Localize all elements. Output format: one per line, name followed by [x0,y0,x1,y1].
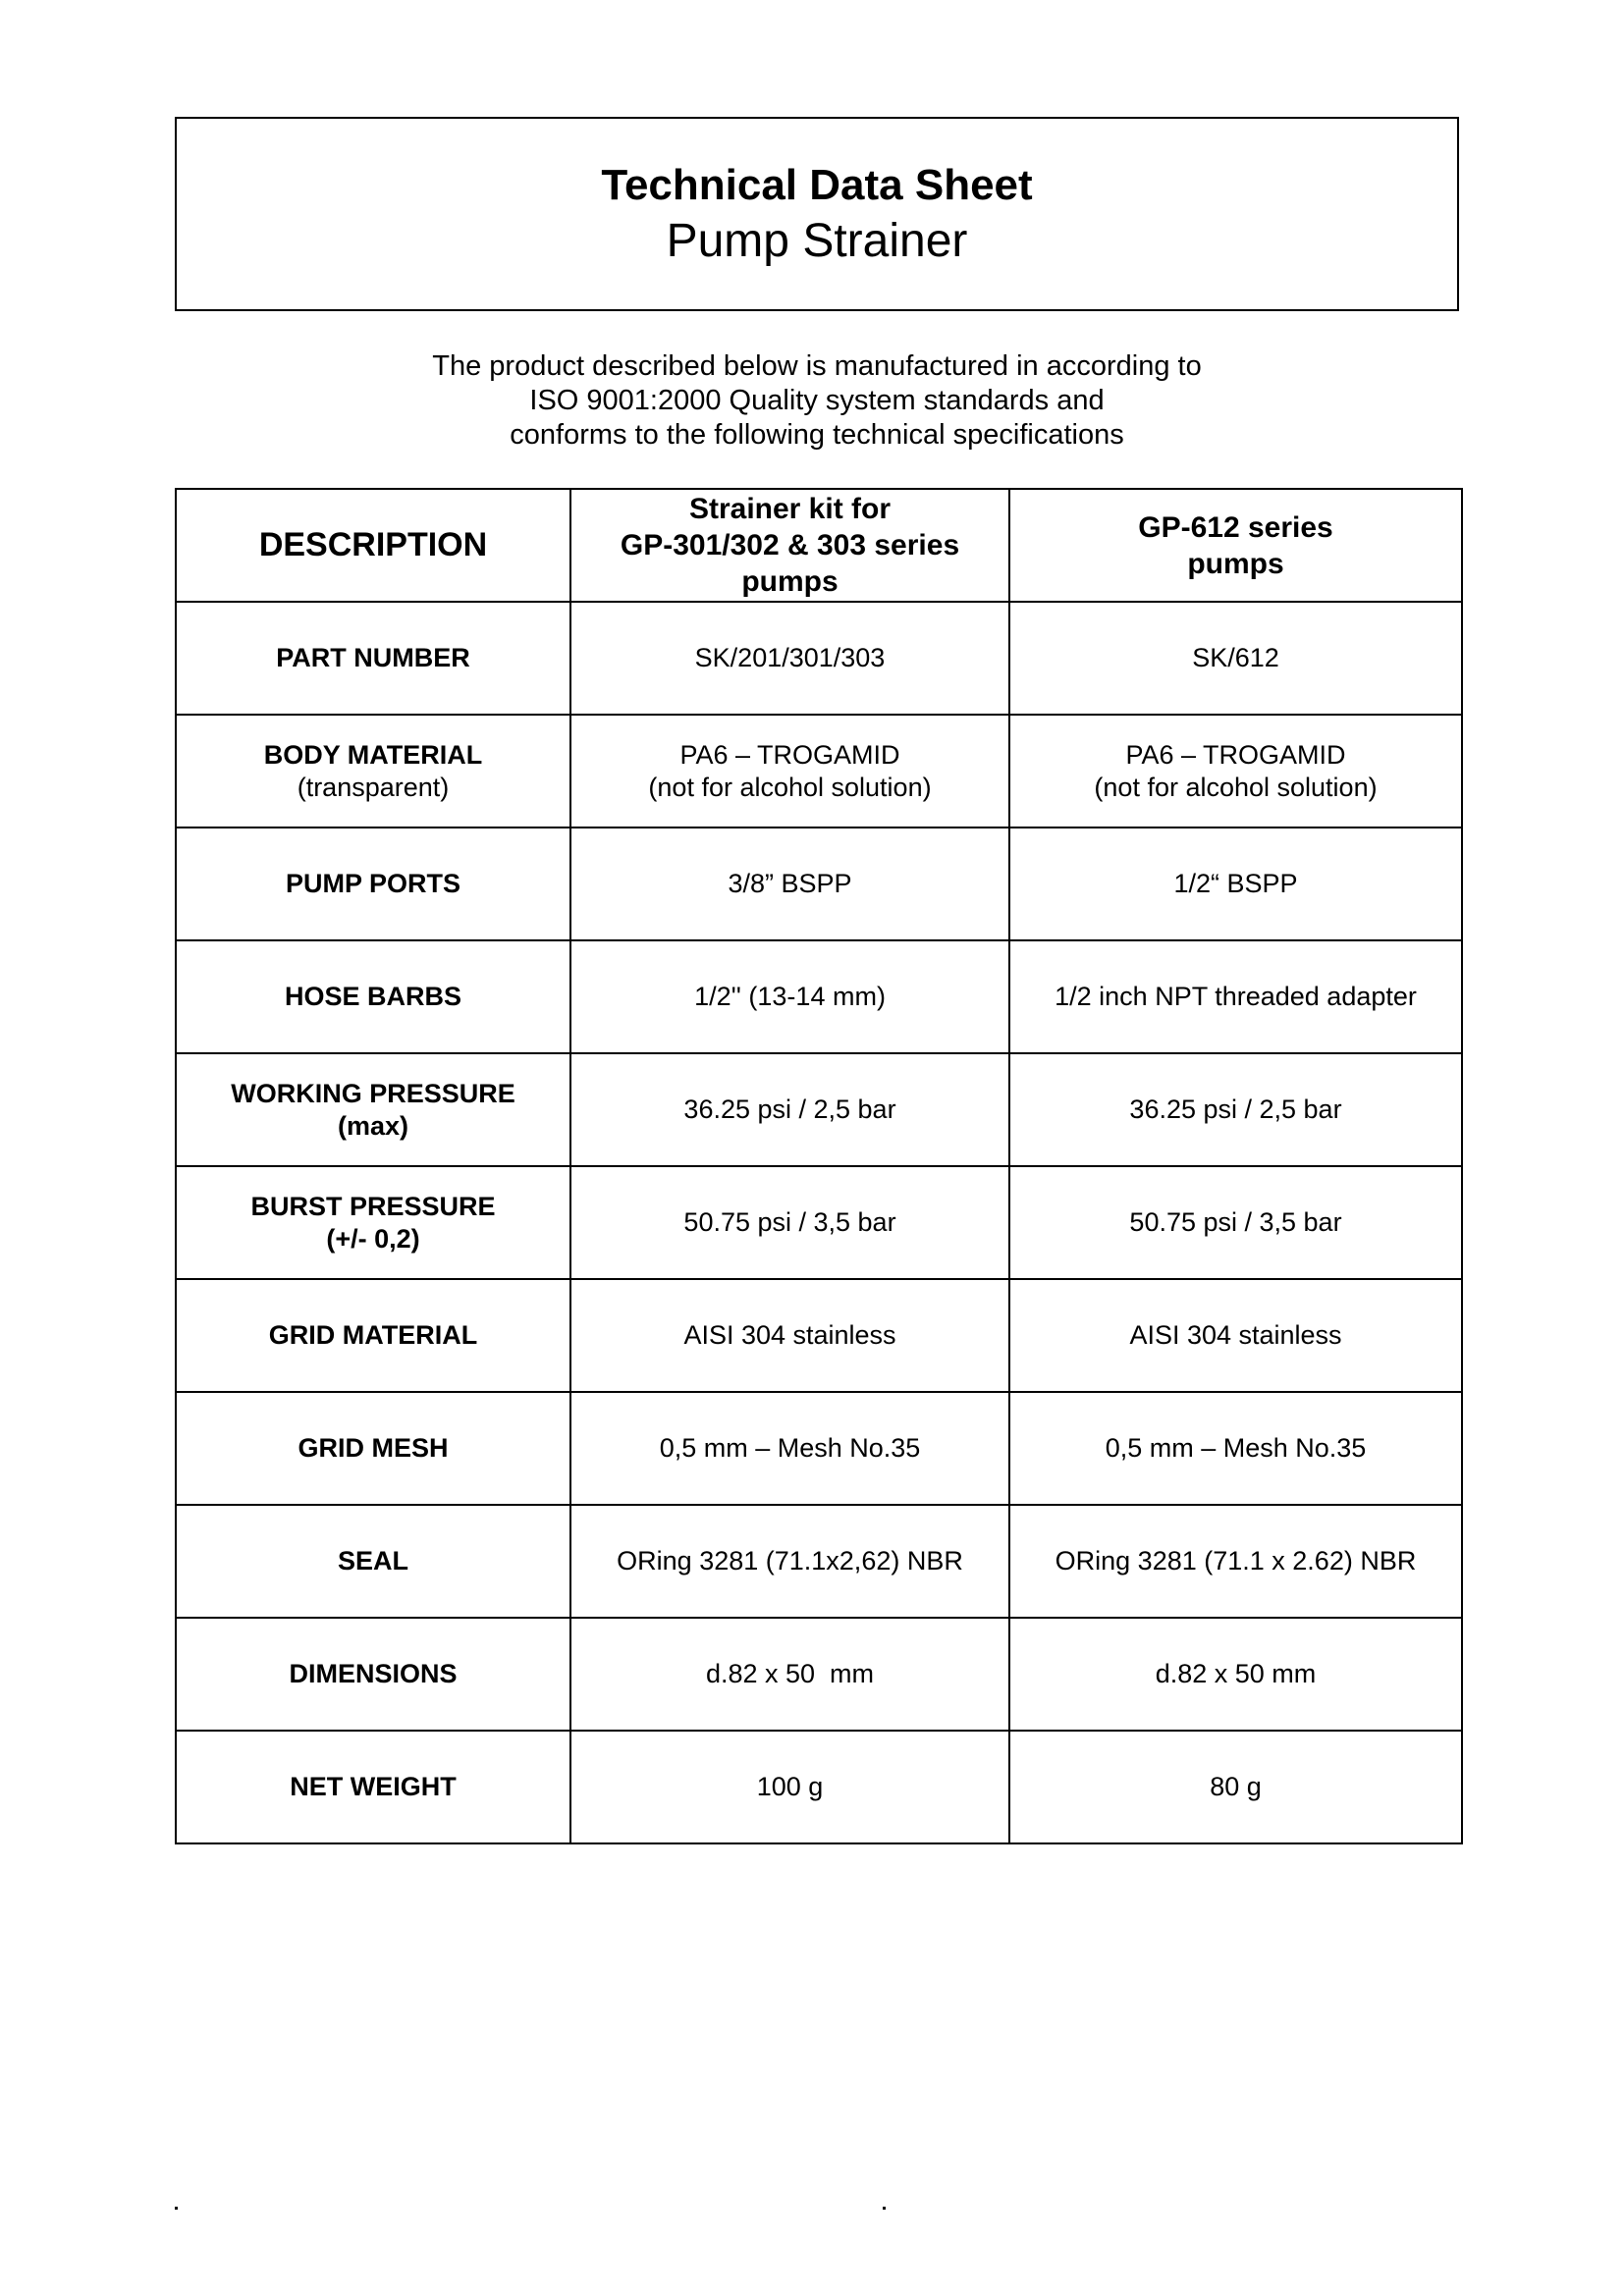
value-text: 50.75 psi / 3,5 bar [683,1207,896,1237]
intro-line: ISO 9001:2000 Quality system standards and [529,385,1105,416]
value-text: AISI 304 stainless [1129,1320,1342,1350]
value-text: d.82 x 50 mm [705,1659,875,1688]
value-text: 50.75 psi / 3,5 bar [1129,1207,1342,1237]
label-text: PART NUMBER [276,643,470,672]
row-label [176,602,570,715]
cell-value [570,1279,1009,1392]
table-row [176,1505,1462,1618]
table-header-row [176,489,1462,602]
header-line: Strainer kit for [688,493,892,525]
intro-line: The product described below is manufactured in according to [432,350,1202,382]
cell-value [1009,1392,1462,1505]
cell-value [1009,1731,1462,1843]
value-text: 0,5 mm – Mesh No.35 [659,1433,921,1463]
header-line: GP-301/302 & 303 series [620,529,960,561]
label-text: DIMENSIONS [289,1659,458,1688]
value-text: SK/612 [1192,643,1279,672]
label-text: NET WEIGHT [290,1772,457,1801]
table-row [176,940,1462,1053]
value-text: (not for alcohol solution) [648,772,932,802]
value-text: 0,5 mm – Mesh No.35 [1105,1433,1367,1463]
label-text: WORKING PRESSURE [231,1078,515,1108]
table-row [176,828,1462,940]
table-row [176,602,1462,715]
cell-value [570,828,1009,940]
label-note: (+/- 0,2) [326,1223,420,1254]
intro-text [175,349,1459,453]
cell-value [1009,1505,1462,1618]
row-label [176,828,570,940]
header-col-gp612 [1009,489,1462,602]
row-label [176,715,570,828]
row-label [176,1618,570,1731]
row-label [176,1166,570,1279]
table-row [176,1618,1462,1731]
label-text: GRID MESH [298,1433,449,1463]
cell-value [570,1053,1009,1166]
value-text: 80 g [1210,1772,1262,1801]
value-text: PA6 – TROGAMID [679,739,900,770]
table-row [176,1166,1462,1279]
label-text: BURST PRESSURE [250,1191,496,1221]
cell-value [1009,940,1462,1053]
value-text: 3/8” BSPP [728,869,852,898]
table-row [176,1053,1462,1166]
label-note: (transparent) [297,772,450,802]
value-text: 100 g [756,1772,824,1801]
table-row [176,1279,1462,1392]
cell-value [1009,715,1462,828]
table-row [176,715,1462,828]
label-note: (max) [337,1110,409,1141]
header-line: pumps [741,565,839,598]
label-text: SEAL [337,1546,408,1575]
cell-value [570,940,1009,1053]
value-text: PA6 – TROGAMID [1125,739,1346,770]
row-label [176,1731,570,1843]
row-label [176,940,570,1053]
document-title: Technical Data Sheet [601,161,1033,209]
header-line: pumps [1187,547,1284,580]
label-text: GRID MATERIAL [268,1320,478,1350]
footer-mark [883,2207,886,2210]
cell-value [570,1618,1009,1731]
cell-value [1009,602,1462,715]
cell-value [1009,1618,1462,1731]
value-text: 36.25 psi / 2,5 bar [683,1095,896,1124]
value-text: d.82 x 50 mm [1155,1659,1317,1688]
cell-value [1009,1053,1462,1166]
cell-value [570,602,1009,715]
value-text: (not for alcohol solution) [1094,772,1378,802]
value-text: SK/201/301/303 [694,643,886,672]
header-col-gp301 [570,489,1009,602]
value-text: 1/2 inch NPT threaded adapter [1055,982,1417,1011]
cell-value [1009,828,1462,940]
cell-value [570,1166,1009,1279]
cell-value [570,1731,1009,1843]
cell-value [570,1505,1009,1618]
cell-value [1009,1166,1462,1279]
cell-value [570,1392,1009,1505]
label-text: HOSE BARBS [284,982,462,1011]
row-label [176,1505,570,1618]
footer-mark [175,2207,178,2210]
value-text: 1/2'' (13-14 mm) [694,982,886,1011]
value-text: 1/2“ BSPP [1173,869,1298,898]
cell-value [1009,1279,1462,1392]
intro-line: conforms to the following technical specifications [510,419,1124,451]
label-text: PUMP PORTS [285,869,461,898]
document-subtitle: Pump Strainer [666,215,968,267]
cell-value [570,715,1009,828]
header-description: DESCRIPTION [176,489,570,602]
value-text: 36.25 psi / 2,5 bar [1129,1095,1342,1124]
value-text: AISI 304 stainless [683,1320,896,1350]
table-row [176,1731,1462,1843]
row-label [176,1279,570,1392]
title-box [175,117,1459,311]
value-text: ORing 3281 (71.1 x 2.62) NBR [1055,1546,1417,1575]
row-label [176,1392,570,1505]
row-label [176,1053,570,1166]
spec-table [175,488,1463,1844]
value-text: ORing 3281 (71.1x2,62) NBR [617,1546,963,1575]
table-row [176,1392,1462,1505]
header-line: GP-612 series [1138,510,1333,544]
label-text: BODY MATERIAL [263,739,483,770]
